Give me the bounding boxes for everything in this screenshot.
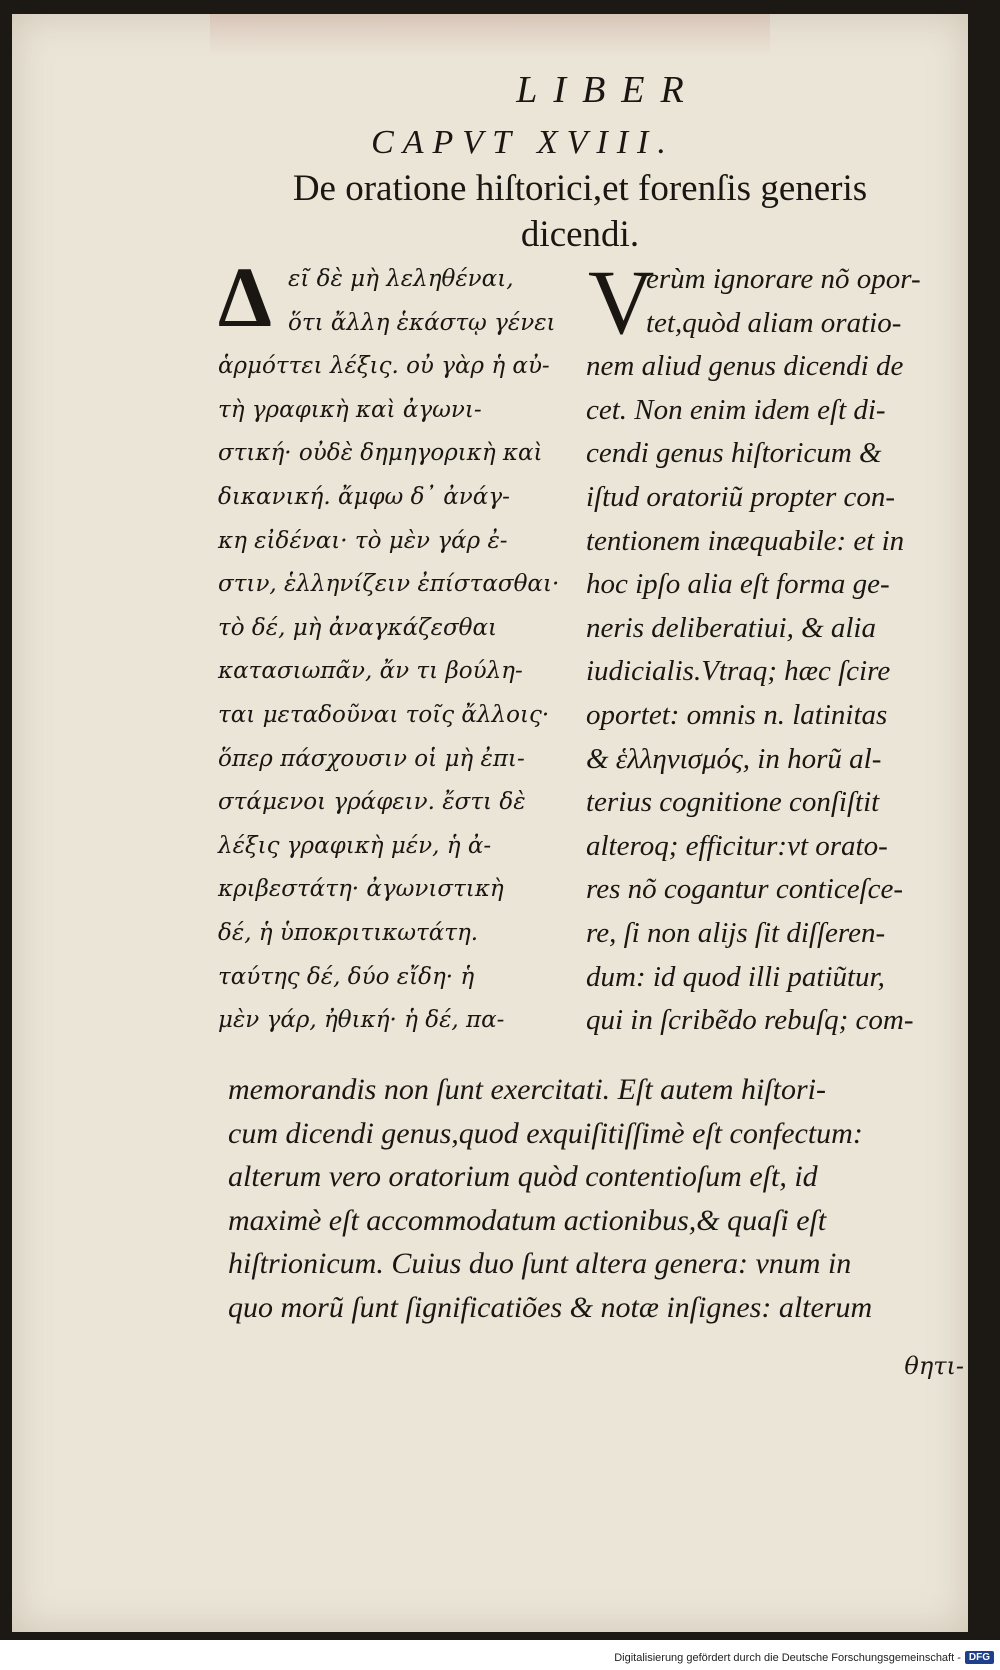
- latin-column: [586, 251, 966, 1043]
- latin-line: cendi genus hiſtoricum &: [586, 437, 882, 470]
- latin-line: erùm ignorare nõ opor-: [646, 263, 921, 295]
- title-line: De oratione hiſtorici,et forenſis generis: [292, 168, 868, 209]
- greek-line: τὸ δέ, μὴ ἀναγκάζεσθαι: [218, 614, 498, 641]
- latin-line: cet. Non enim idem eſt di-: [586, 393, 886, 426]
- greek-line: εῖ δὲ μὴ λεληθέναι,: [288, 266, 514, 292]
- greek-line: δέ, ἡ ὑποκριτικωτάτη.: [218, 919, 479, 946]
- digitization-credit: [614, 1651, 994, 1664]
- latin-line: terius cognitione conſiſtit: [586, 786, 880, 819]
- text-line: quo morũ ſunt ſignificatiões & notæ inſignes: alterum: [228, 1290, 873, 1324]
- latin-line: dum: id quod illi patiũtur,: [586, 960, 885, 993]
- latin-line: iudicialis.Vtraq; hæc ſcire: [586, 655, 891, 688]
- greek-column: [218, 249, 578, 1043]
- greek-line: ὅτι ἄλλη ἑκάστῳ γένει: [288, 309, 556, 336]
- title-line: dicendi.: [520, 214, 640, 255]
- greek-line: στική· οὐδὲ δημηγορικὴ καὶ: [218, 440, 543, 467]
- greek-line: ὅπερ πάσχουσιν οἱ μὴ ἐπι-: [218, 745, 525, 772]
- text-line: memorandis non ſunt exercitati. Eſt autem hiſtori-: [228, 1073, 826, 1106]
- latin-line: alteroq; efficitur:vt orato-: [586, 829, 888, 862]
- catchword: θητι-: [904, 1352, 964, 1380]
- latin-line: res nõ cogantur conticeſce-: [586, 873, 904, 906]
- latin-line: & ἑλληνισμός, in horũ al-: [586, 742, 882, 775]
- latin-line: tentionem inæquabile: et in: [586, 524, 905, 557]
- text-line: cum dicendi genus,quod exquiſitiſſimè eſt confectum:: [228, 1116, 863, 1150]
- greek-line: ἁρμόττει λέξις. οὐ γὰρ ἡ αὐ-: [218, 353, 550, 380]
- running-head: LIBER: [516, 69, 700, 111]
- greek-line: κατασιωπᾶν, ἄν τι βούλη-: [218, 658, 523, 685]
- latin-line: tet,quòd aliam oratio-: [646, 306, 902, 339]
- latin-line: re, ſi non alijs ſit diſſeren-: [586, 916, 886, 949]
- latin-line: neris deliberatiui, & alia: [586, 611, 876, 644]
- greek-line: κριβεστάτη· ἀγωνιστικὴ: [218, 876, 504, 903]
- greek-line: δικανική. ἄμφω δ᾽ ἀνάγ-: [218, 483, 510, 510]
- greek-line: στάμενοι γράφειν. ἔστι δὲ: [218, 789, 526, 816]
- greek-line: λέξις γραφικὴ μέν, ἡ ἀ-: [218, 832, 492, 859]
- latin-line: qui in ſcribẽdo rebuſq; com-: [586, 1004, 914, 1037]
- full-width-text: [228, 1068, 970, 1330]
- credit-text: Digitalisierung gefördert durch die Deutsche Forschungsgemeinschaft -: [614, 1651, 961, 1664]
- greek-line: ται μεταδοῦναι τοῖς ἄλλοις·: [218, 701, 550, 728]
- greek-line: στιν, ἑλληνίζειν ἐπίστασθαι·: [218, 571, 560, 598]
- chapter-title: [230, 166, 930, 258]
- greek-line: μὲν γάρ, ἠθική· ἡ δέ, πα-: [218, 1007, 505, 1034]
- greek-line: ταύτης δέ, δύο εἴδη· ἡ: [218, 963, 475, 990]
- dfg-logo: DFG: [965, 1651, 994, 1664]
- greek-drop-initial: Δ: [218, 249, 272, 345]
- latin-line: oportet: omnis n. latinitas: [586, 698, 888, 731]
- text-line: maximè eſt accommodatum actionibus,& quaſi eſt: [228, 1203, 827, 1237]
- latin-drop-initial: V: [588, 251, 655, 353]
- latin-line: hoc ipſo alia eſt forma ge-: [586, 568, 890, 601]
- latin-line: iſtud oratoriũ propter con-: [586, 480, 896, 513]
- chapter-heading: CAPVT XVIII.: [371, 124, 675, 161]
- text-line: alterum vero oratorium quòd contentioſum eſt, id: [228, 1160, 818, 1194]
- greek-line: τὴ γραφικὴ καὶ ἀγωνι-: [218, 396, 482, 423]
- latin-line: nem aliud genus dicendi de: [586, 350, 904, 383]
- ink-bleed-through: [210, 14, 770, 58]
- text-line: hiſtrionicum. Cuius duo ſunt altera genera: vnum in: [228, 1247, 852, 1281]
- greek-line: κη εἰδέναι· τὸ μὲν γάρ ἐ-: [218, 527, 508, 554]
